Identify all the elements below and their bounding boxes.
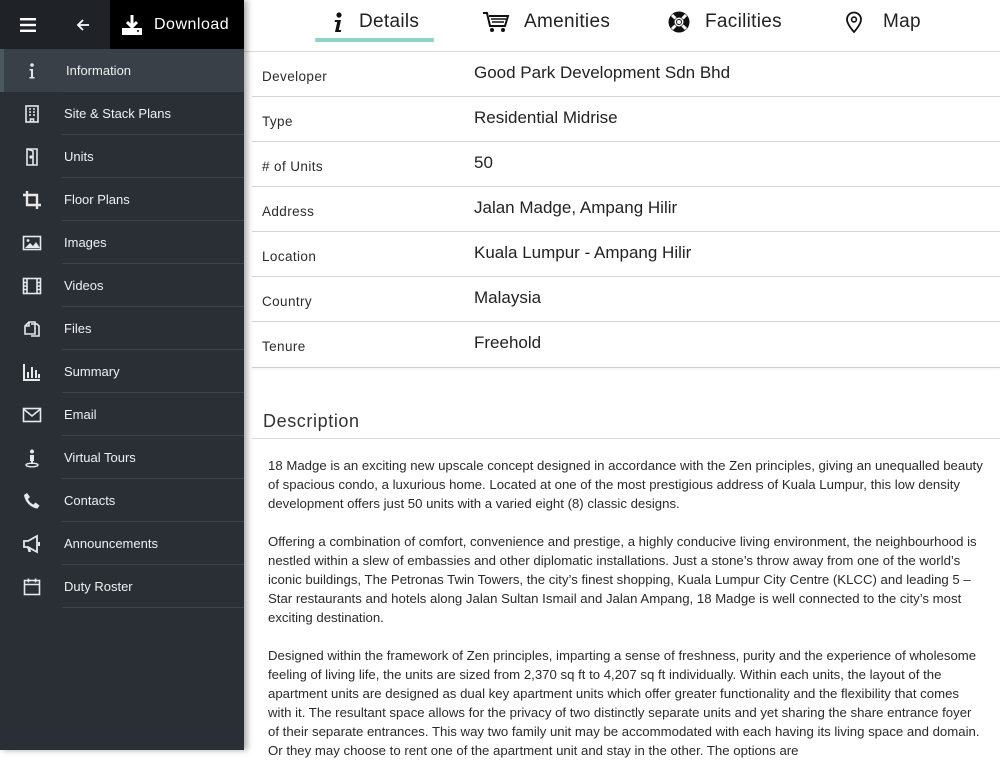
detail-row-units: [252, 142, 1000, 187]
detail-key: Country: [262, 294, 313, 309]
tab-label: Facilities: [705, 11, 782, 32]
sidebar-item-label: Site & Stack Plans: [64, 106, 171, 121]
detail-row-address: [252, 187, 1000, 232]
menu-button[interactable]: [0, 0, 55, 49]
detail-value: Good Park Development Sdn Bhd: [474, 63, 731, 82]
sidebar-item-email[interactable]: [0, 393, 244, 436]
sidebar-item-label: Contacts: [64, 493, 116, 508]
description-body: [268, 456, 984, 779]
sidebar-item-label: Images: [64, 235, 107, 250]
tab-bar: [244, 0, 1000, 52]
description-paragraph: 18 Madge is an exciting new upscale concept designed in accordance with the Zen principles, giving an unequalled beauty of spacious condo, a luxurious home. Located at one of the most prestigious address of Kuala Lumpur, this low density development offers just 50 units with a varied eight (8) classic designs.: [268, 458, 983, 511]
sidebar-item-images[interactable]: [0, 221, 244, 264]
arrow-left-icon: [76, 18, 90, 32]
sidebar-item-label: Summary: [64, 364, 120, 379]
door-icon: [0, 135, 64, 178]
sidebar-item-videos[interactable]: [0, 264, 244, 307]
tab-label: Map: [883, 11, 921, 32]
info-icon: [0, 49, 64, 92]
sidebar-toolbar: [0, 0, 244, 49]
calendar-icon: [0, 565, 64, 608]
image-icon: [0, 221, 64, 264]
sidebar-item-site-stack-plans[interactable]: [0, 92, 244, 135]
tab-details[interactable]: [315, 0, 434, 44]
description-paragraph: Offering a combination of comfort, convenience and prestige, a highly conducive living environment, the neighbourhood is nestled within a slew of embassies and other diplomatic installations. Just a stone’s throw away from one of the world’s iconic buildings, The Petronas Twin Towers, the city’s finest shopping, Kuala Lumpur City Centre (KLCC) and leading 5 – Star restaurants and hotels along Jalan Sultan Ismail and Jalan Ampang, 18 Madge is well connected to the city’s most exciting destination.: [268, 534, 977, 625]
detail-key: Tenure: [262, 339, 306, 354]
envelope-icon: [0, 393, 64, 436]
details-table: [252, 52, 1000, 368]
crop-icon: [0, 178, 64, 221]
sidebar-item-label: Email: [64, 407, 97, 422]
film-icon: [0, 264, 64, 307]
sidebar-item-files[interactable]: [0, 307, 244, 350]
sidebar-item-label: Videos: [64, 278, 104, 293]
download-icon: [120, 13, 144, 37]
detail-value: Freehold: [474, 333, 542, 352]
detail-row-location: [252, 232, 1000, 277]
files-icon: [0, 307, 64, 350]
sidebar-item-label: Announcements: [64, 536, 158, 551]
detail-key: Developer: [262, 69, 328, 84]
description-heading: Description: [252, 396, 1000, 439]
sidebar-item-duty-roster[interactable]: [0, 565, 244, 608]
tab-facilities[interactable]: [667, 0, 782, 44]
sidebar-item-label: Floor Plans: [64, 192, 130, 207]
sidebar-item-label: Virtual Tours: [64, 450, 136, 465]
sidebar-item-label: Duty Roster: [64, 579, 133, 594]
detail-row-country: [252, 277, 1000, 322]
lifebuoy-icon: [667, 10, 691, 34]
tab-amenities[interactable]: [482, 0, 610, 44]
sidebar-item-virtual-tours[interactable]: [0, 436, 244, 479]
detail-value: 50: [474, 153, 493, 172]
download-button[interactable]: [110, 0, 244, 49]
detail-value: Jalan Madge, Ampang Hilir: [474, 198, 678, 217]
detail-value: Residential Midrise: [474, 108, 618, 127]
back-button[interactable]: [55, 0, 110, 49]
sidebar-item-label: Information: [66, 63, 132, 78]
tab-map[interactable]: [845, 0, 921, 44]
main-content: [244, 0, 1000, 758]
sidebar-nav: [0, 49, 244, 608]
sidebar-item-announcements[interactable]: [0, 522, 244, 565]
cart-icon: [482, 10, 510, 34]
detail-key: Type: [262, 114, 293, 129]
download-label: Download: [154, 15, 230, 33]
detail-row-developer: [252, 52, 1000, 97]
tab-label: Details: [359, 11, 420, 32]
bar-chart-icon: [0, 350, 64, 393]
detail-row-tenure: [252, 322, 1000, 367]
sidebar-item-floor-plans[interactable]: [0, 178, 244, 221]
sidebar-item-summary[interactable]: [0, 350, 244, 393]
detail-row-type: [252, 97, 1000, 142]
sidebar-item-contacts[interactable]: [0, 479, 244, 522]
tab-label: Amenities: [524, 11, 611, 32]
sidebar-item-units[interactable]: [0, 135, 244, 178]
sidebar-item-information[interactable]: [0, 49, 244, 92]
detail-key: # of Units: [262, 159, 324, 174]
sidebar-item-label: Files: [64, 321, 92, 336]
detail-value: Malaysia: [474, 288, 542, 307]
sidebar-item-label: Units: [64, 149, 94, 164]
person-pin-icon: [0, 436, 64, 479]
info-icon: [331, 10, 345, 34]
map-pin-icon: [845, 10, 863, 34]
phone-icon: [0, 479, 64, 522]
detail-key: Address: [262, 204, 315, 219]
sidebar: [0, 0, 244, 750]
detail-value: Kuala Lumpur - Ampang Hilir: [474, 243, 692, 262]
detail-key: Location: [262, 249, 317, 264]
description-paragraph: Designed within the framework of Zen principles, imparting a sense of freshness, purity and the experience of wholesome feeling of living life, the units are sized from 2,370 sq ft to 4,207 sq ft individually. Within each units, the layout of the apartment units are designed as dual key apartment units which offer greater functionality and the flexibility that comes with it. The resultant space allows for the privacy of two distinctly separate units and yet sharing the share entrance foyer of their separate entrances. This way two family unit may be accommodated with each having its living space and domain. Or they may choose to rent one of the apartment unit and stay in the other. The options are: [268, 648, 980, 758]
hamburger-icon: [19, 17, 37, 33]
building-icon: [0, 92, 64, 135]
details-divider: [252, 367, 1000, 368]
megaphone-icon: [0, 522, 64, 565]
